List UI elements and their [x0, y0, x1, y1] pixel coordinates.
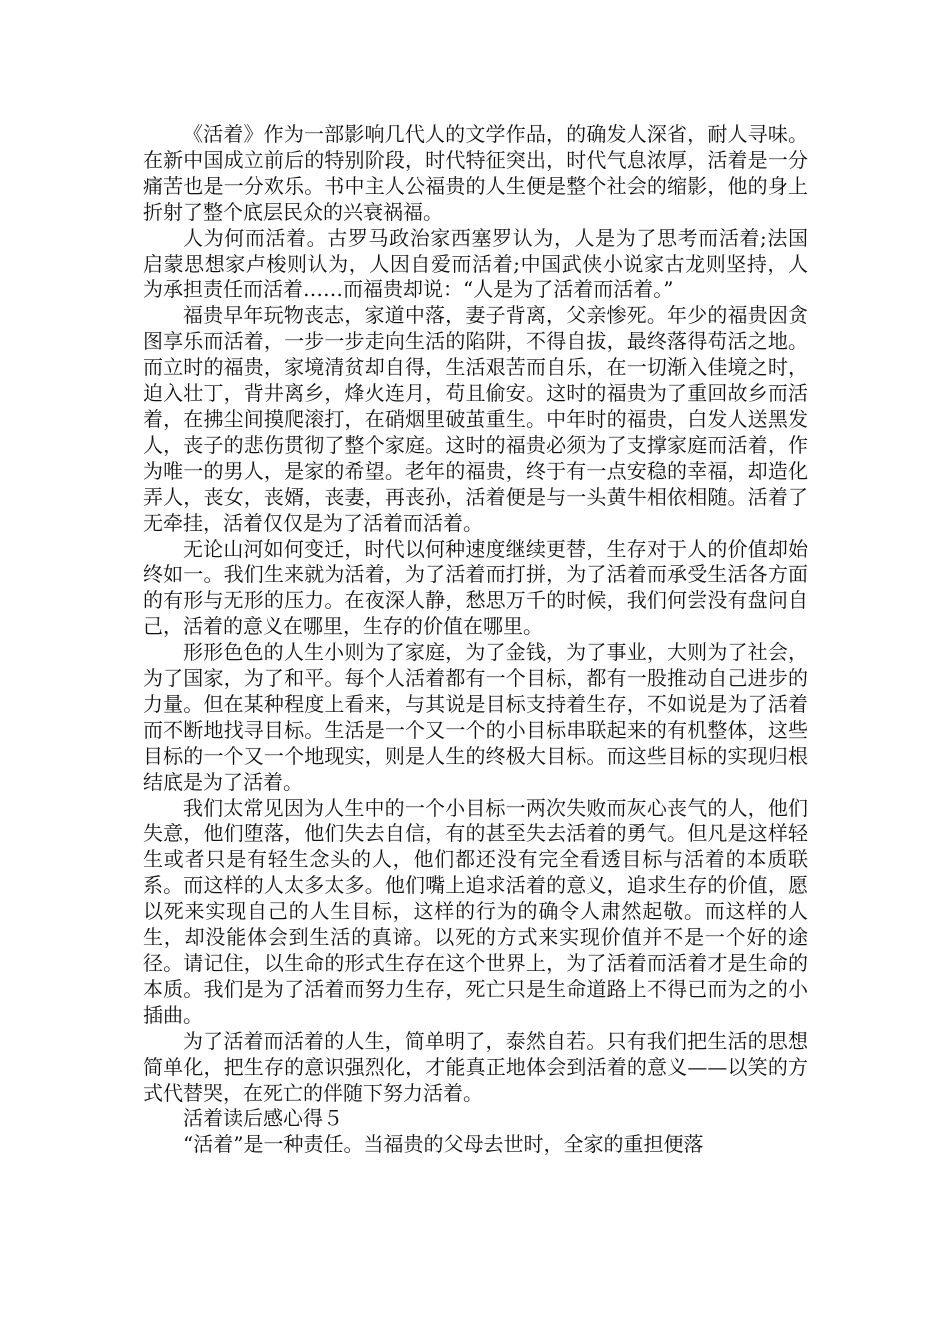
- paragraph-2: 人为何而活着。古罗马政治家西塞罗认为，人是为了思考而活着;法国启蒙思想家卢梭则认为，人因自爱而活着;中国武侠小说家古龙则坚持，人为承担责任而活着……而福贵却说：“人是为了活着而活着。”: [143, 225, 808, 302]
- paragraph-3: 福贵早年玩物丧志，家道中落，妻子背离，父亲惨死。年少的福贵因贪图享乐而活着，一步一步走向生活的陷阱，不得自拔，最终落得苟活之地。而立时的福贵，家境清贫却自得，生活艰苦而自乐，在一切渐入佳境之时，迫入壮丁，背井离乡，烽火连月，苟且偷安。这时的福贵为了重回故乡而活着，在拂尘间摸爬滚打，在硝烟里破茧重生。中年时的福贵，白发人送黑发人，丧子的悲伤贯彻了整个家庭。这时的福贵必须为了支撑家庭而活着，作为唯一的男人，是家的希望。老年的福贵，终于有一点安稳的幸福，却造化弄人，丧女，丧婿，丧妻，再丧孙，活着便是与一头黄牛相依相随。活着了无牵挂，活着仅仅是为了活着而活着。: [143, 303, 808, 535]
- paragraph-5: 形形色色的人生小则为了家庭，为了金钱，为了事业，大则为了社会，为了国家，为了和平。每个人活着都有一个目标，都有一股推动自己进步的力量。但在某种程度上看来，与其说是目标支持着生存，不如说是为了活着而不断地找寻目标。生活是一个又一个的小目标串联起来的有机整体，这些目标的一个又一个地现实，则是人生的终极大目标。而这些目标的实现归根结底是为了活着。: [143, 640, 808, 794]
- section-heading: 活着读后感心得５: [183, 1106, 343, 1131]
- document-page: [143, 122, 808, 1158]
- paragraph-8: “活着”是一种责任。当福贵的父母去世时，全家的重担便落: [183, 1132, 704, 1157]
- paragraph-4: 无论山河如何变迁，时代以何种速度继续更替，生存对于人的价值却始终如一。我们生来就为活着，为了活着而打拼，为了活着而承受生活各方面的有形与无形的压力。在夜深人静，愁思万千的时候，我们何尝没有盘问自己，活着的意义在哪里，生存的价值在哪里。: [143, 536, 808, 639]
- paragraph-6: 我们太常见因为人生中的一个小目标一两次失败而灰心丧气的人，他们失意，他们堕落，他们失去自信，有的甚至失去活着的勇气。但凡是这样轻生或者只是有轻生念头的人，他们都还没有完全看透目标与活着的本质联系。而这样的人太多太多。他们嘴上追求活着的意义，追求生存的价值，愿以死来实现自己的人生目标，这样的行为的确令人肃然起敬。而这样的人生，却没能体会到生活的真谛。以死的方式来实现价值并不是一个好的途径。请记住，以生命的形式生存在这个世界上，为了活着而活着才是生命的本质。我们是为了活着而努力生存，死亡只是生命道路上不得已而为之的小插曲。: [143, 795, 808, 1027]
- paragraph-7: 为了活着而活着的人生，简单明了，泰然自若。只有我们把生活的思想简单化，把生存的意识强烈化，才能真正地体会到活着的意义——以笑的方式代替哭，在死亡的伴随下努力活着。: [143, 1028, 808, 1105]
- paragraph-1: 《活着》作为一部影响几代人的文学作品，的确发人深省，耐人寻味。在新中国成立前后的特别阶段，时代特征突出，时代气息浓厚，活着是一分痛苦也是一分欢乐。书中主人公福贵的人生便是整个社会的缩影，他的身上折射了整个底层民众的兴衰祸福。: [143, 122, 808, 224]
